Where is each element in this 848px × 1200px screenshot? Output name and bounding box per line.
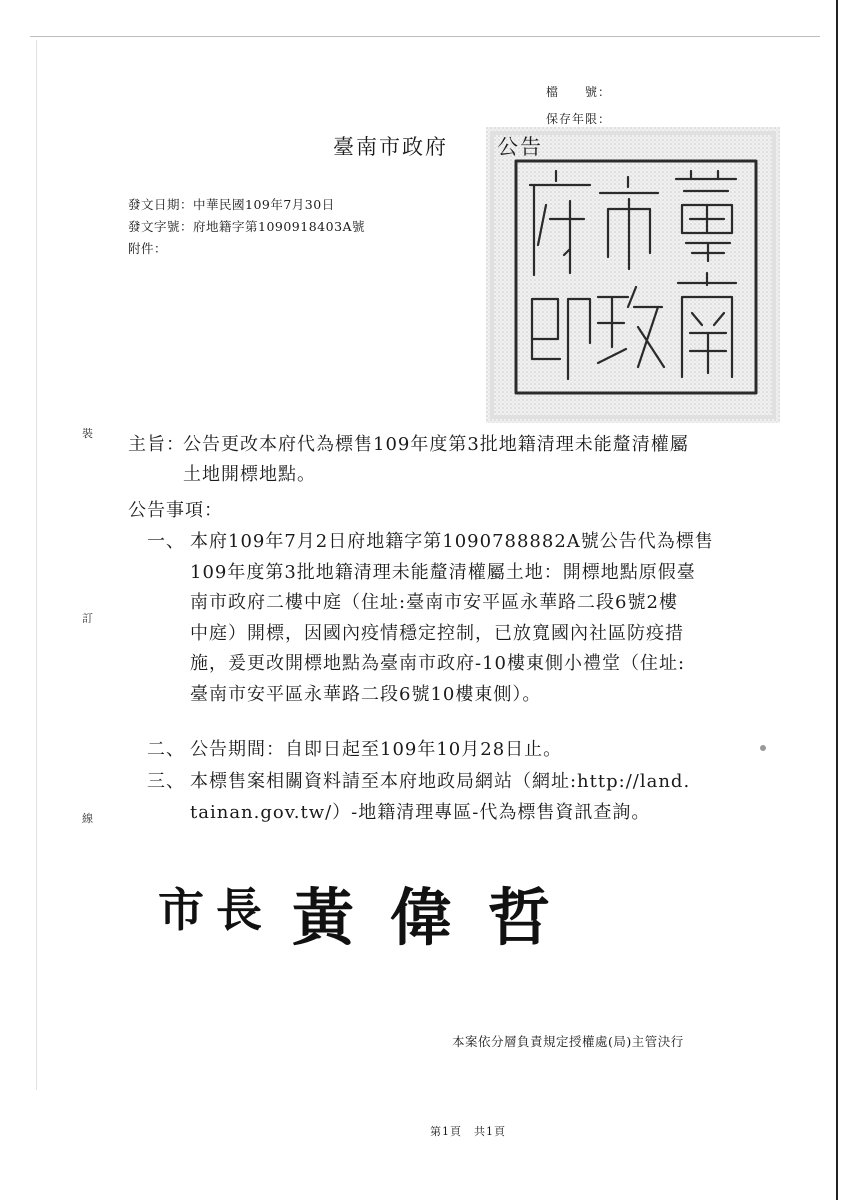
signature-char: 哲: [488, 881, 551, 954]
notice-items-heading: 公告事項：: [128, 500, 223, 521]
signature-char: 偉: [390, 881, 453, 954]
official-seal: [486, 127, 780, 423]
item-line: 本府109年7月2日府地籍字第1090788882A號公告代為標售: [190, 531, 714, 552]
item-number: 二、: [147, 739, 185, 760]
page-right-border: [836, 0, 838, 1200]
issuer-title: 臺南市政府: [333, 135, 448, 159]
item-body: [190, 735, 760, 766]
item-number: 三、: [147, 771, 185, 792]
item-line: 臺南市安平區永華路二段6號10樓東側）。: [190, 683, 542, 705]
binding-mark-staple: 訂: [82, 612, 93, 625]
retention-period-label: 保存年限：: [546, 112, 612, 126]
binding-mark-bind: 裝: [82, 427, 93, 440]
item-body: [190, 527, 760, 710]
subject-line: 土地開標地點。: [183, 464, 316, 485]
item-line: 公告期間：自即日起至109年10月28日止。: [190, 739, 563, 760]
mayor-signature-stamp: [158, 868, 568, 954]
subject-line: 公告更改本府代為標售109年度第3批地籍清理未能釐清權屬: [183, 434, 689, 455]
subject-label: 主旨：: [128, 434, 185, 455]
page-left-border: [36, 40, 37, 1090]
document-type-title: 公告: [497, 135, 543, 159]
scan-speck: [760, 745, 766, 751]
delegation-note: 本案依分層負責規定授權處(局)主管決行: [452, 1034, 684, 1049]
page-number: 第1頁 共1頁: [430, 1125, 506, 1138]
subject-text: [183, 430, 753, 490]
signature-char: 黃: [292, 881, 355, 954]
item-number: 一、: [147, 531, 185, 552]
item-body: [190, 767, 760, 828]
issue-date: 發文日期：中華民國109年7月30日: [128, 197, 335, 212]
item-line: 南市政府二樓中庭（住址:臺南市安平區永華路二段6號2樓: [190, 592, 678, 613]
binding-mark-line: 線: [82, 812, 93, 825]
document-number: 發文字號：府地籍字第1090918403A號: [128, 219, 366, 234]
attachment-label: 附件：: [128, 241, 168, 256]
signature-char: 長: [216, 883, 262, 937]
item-line: tainan.gov.tw/）-地籍清理專區-代為標售資訊查詢。: [190, 801, 651, 823]
archive-number-label: 檔 號：: [546, 85, 612, 99]
page-top-border: [30, 36, 820, 37]
signature-char: 市: [158, 883, 204, 937]
item-line: 本標售案相關資料請至本府地政局網站（網址:http://land.: [190, 771, 691, 792]
item-line: 中庭）開標，因國內疫情穩定控制，已放寬國內社區防疫措: [190, 622, 684, 644]
item-line: 施，爰更改開標地點為臺南市政府-10樓東側小禮堂（住址:: [190, 653, 686, 674]
item-line: 109年度第3批地籍清理未能釐清權屬土地：開標地點原假臺: [190, 561, 696, 583]
